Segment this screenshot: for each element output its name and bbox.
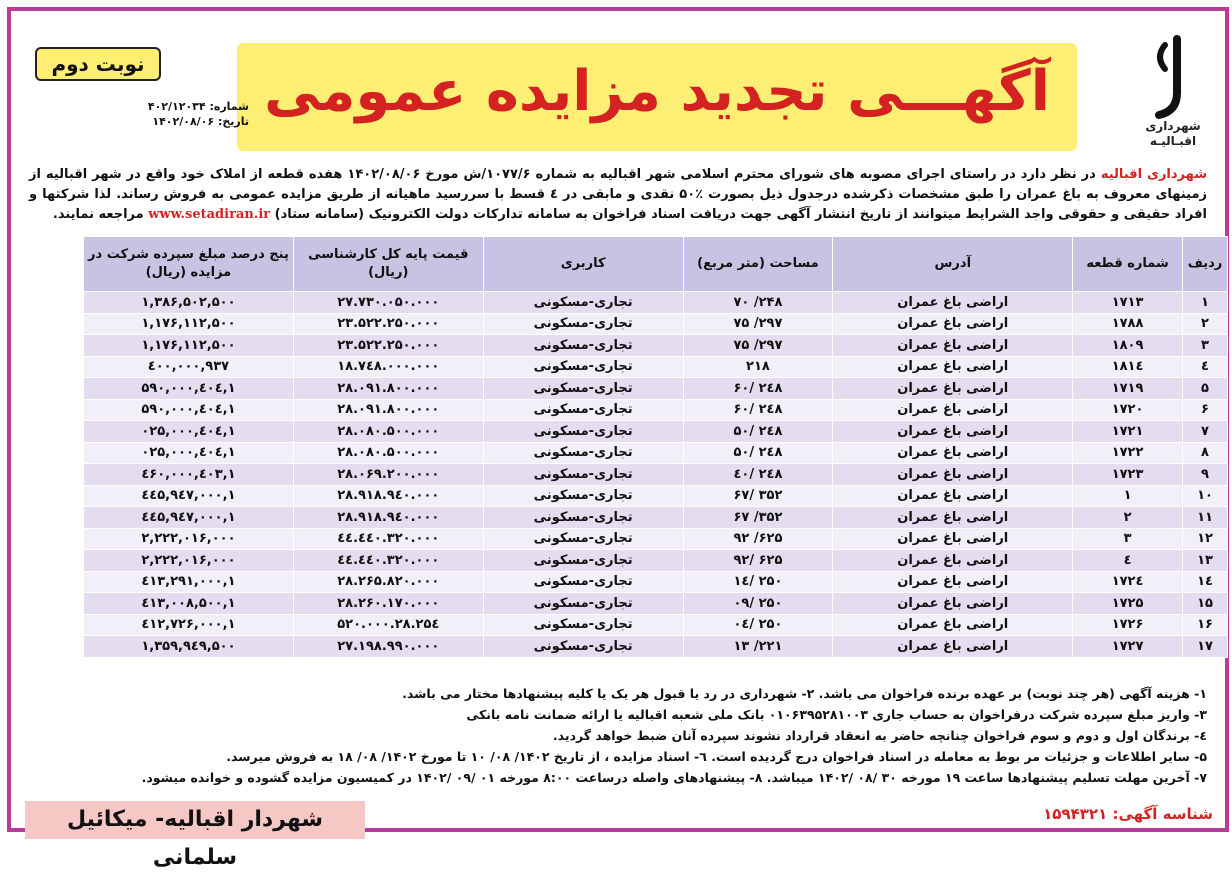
cell-row-number: ۶	[1183, 399, 1228, 421]
advertisement-frame	[7, 7, 1229, 870]
reference-meta	[39, 99, 249, 129]
cell-plot-number: ۱۸۱٤	[1073, 356, 1183, 378]
turn-badge: نوبت دوم	[35, 47, 161, 81]
cell-base-price: ۲۳.۵۲۲.۲۵۰.۰۰۰	[293, 313, 483, 335]
cell-base-price: ۲۸.۲۶۰.۱۷۰.۰۰۰	[293, 593, 483, 615]
cell-area: ۲٤۸ /۶۰	[683, 378, 833, 400]
note-line: ۳- واریز مبلغ سپرده شرکت درفراخوان به حساب جاری ۰۱۰۶۳۹۵۲۸۱۰۰۳ بانک ملی شعبه اقبالیه یا ارائه ضمانت نامه بانکی	[466, 707, 1207, 722]
note-line: ۵- سایر اطلاعات و جزئیات مر بوط به معامله در اسناد فراخوان درج گردیده است. ٦- اسناد مزایده ، از تاریخ ۱۴۰۲/ ۰۸/ ۱۰ تا مورخ ۱۴۰۲/ ۰۸/ ۱۸ به فروش میرسد.	[226, 749, 1207, 764]
cell-address: اراضی باغ عمران	[833, 421, 1073, 443]
cell-row-number: ۱	[1183, 292, 1228, 314]
cell-row-number: ۱۶	[1183, 614, 1228, 636]
cell-usage: تجاری-مسکونی	[483, 442, 683, 464]
cell-area: ۳۵۲/ ۶۷	[683, 507, 833, 529]
cell-plot-number: ۲	[1073, 507, 1183, 529]
cell-usage: تجاری-مسکونی	[483, 292, 683, 314]
cell-usage: تجاری-مسکونی	[483, 378, 683, 400]
lots-table	[83, 236, 1228, 658]
cell-usage: تجاری-مسکونی	[483, 356, 683, 378]
cell-address: اراضی باغ عمران	[833, 313, 1073, 335]
cell-address: اراضی باغ عمران	[833, 550, 1073, 572]
title-banner	[237, 43, 1077, 151]
cell-deposit: ۲,۲۲۲,۰۱۶,۰۰۰	[84, 550, 294, 572]
cell-plot-number: ۱۷۲۵	[1073, 593, 1183, 615]
col-header-base-price: قیمت پایه کل کارشناسی (ریال)	[293, 237, 483, 292]
cell-base-price: ۲۸.۹۱۸.۹٤۰.۰۰۰	[293, 485, 483, 507]
cell-row-number: ۵	[1183, 378, 1228, 400]
cell-row-number: ۸	[1183, 442, 1228, 464]
cell-plot-number: ۱۷۱۹	[1073, 378, 1183, 400]
lots-table-body	[84, 292, 1228, 658]
col-header-row-number: ردیف	[1183, 237, 1228, 292]
table-row	[84, 313, 1228, 335]
table-row	[84, 507, 1228, 529]
mayor-signature: شهردار اقبالیه- میکائیل سلمانی	[25, 801, 365, 839]
page-title: آگهـــی تجدید مزایده عمومی	[264, 59, 1050, 124]
cell-area: ۲۵۰ /۰۹	[683, 593, 833, 615]
cell-area: ۳۵۲ /۶۷	[683, 485, 833, 507]
table-row	[84, 593, 1228, 615]
table-row	[84, 335, 1228, 357]
table-row	[84, 399, 1228, 421]
table-row	[84, 614, 1228, 636]
cell-base-price: ۱۸.۷٤۸.۰۰۰.۰۰۰	[293, 356, 483, 378]
cell-plot-number: ۱۷۲۲	[1073, 442, 1183, 464]
cell-area: ۲٤۸ /۶۰	[683, 399, 833, 421]
cell-address: اراضی باغ عمران	[833, 571, 1073, 593]
cell-area: ۲۴۸/ ۷۰	[683, 292, 833, 314]
cell-plot-number: ۱۷۲۷	[1073, 636, 1183, 658]
cell-usage: تجاری-مسکونی	[483, 421, 683, 443]
cell-address: اراضی باغ عمران	[833, 464, 1073, 486]
cell-deposit: ۱,٤٤۵,۹٤۷,۰۰۰	[84, 485, 294, 507]
cell-plot-number: ۱۸۰۹	[1073, 335, 1183, 357]
cell-address: اراضی باغ عمران	[833, 399, 1073, 421]
cell-plot-number: ۳	[1073, 528, 1183, 550]
cell-base-price: ۲۸.۰۹۱.۸۰۰.۰۰۰	[293, 378, 483, 400]
cell-deposit: ۱,۳۸۶,۵۰۲,۵۰۰	[84, 292, 294, 314]
cell-plot-number: ۱۷۲۰	[1073, 399, 1183, 421]
cell-base-price: ٤٤.٤٤۰.۳۲۰.۰۰۰	[293, 550, 483, 572]
cell-area: ۲٤۸ /۵۰	[683, 442, 833, 464]
table-row	[84, 571, 1228, 593]
cell-base-price: ۲۸.۰۹۱.۸۰۰.۰۰۰	[293, 399, 483, 421]
table-row	[84, 292, 1228, 314]
cell-area: ۲۹۷/ ۷۵	[683, 335, 833, 357]
cell-row-number: ۷	[1183, 421, 1228, 443]
col-header-plot-number: شماره قطعه	[1073, 237, 1183, 292]
cell-row-number: ٤	[1183, 356, 1228, 378]
cell-row-number: ۱۵	[1183, 593, 1228, 615]
logo-line2: اقبـالیـه	[1149, 134, 1197, 148]
cell-address: اراضی باغ عمران	[833, 442, 1073, 464]
cell-deposit: ۱,۱۷۶,۱۱۲,۵۰۰	[84, 335, 294, 357]
cell-usage: تجاری-مسکونی	[483, 464, 683, 486]
cell-plot-number: ۱۷۲٤	[1073, 571, 1183, 593]
cell-row-number: ۱۲	[1183, 528, 1228, 550]
note-line: ۷- آخرین مهلت تسلیم پیشنهادها ساعت ۱۹ مورخه ۳۰ /۰۸ /۱۴۰۲ میباشد. ۸- پیشنهادهای واصله درساعت ۸:۰۰ مورخه ۰۱ /۰۹ /۱۴۰۲ در کمیسیون مزایده گشوده و خوانده میشود.	[141, 770, 1207, 785]
terms-notes	[31, 683, 1207, 788]
cell-plot-number: ٤	[1073, 550, 1183, 572]
cell-usage: تجاری-مسکونی	[483, 485, 683, 507]
cell-usage: تجاری-مسکونی	[483, 528, 683, 550]
cell-usage: تجاری-مسکونی	[483, 313, 683, 335]
cell-plot-number: ۱۷۱۳	[1073, 292, 1183, 314]
col-header-area: مساحت (متر مربع)	[683, 237, 833, 292]
cell-deposit: ۱,۳۵۹,۹٤۹,۵۰۰	[84, 636, 294, 658]
cell-row-number: ۱۰	[1183, 485, 1228, 507]
cell-deposit: ۱,٤۰٤,۵۹۰,۰۰۰	[84, 378, 294, 400]
cell-plot-number: ۱۷۲۶	[1073, 614, 1183, 636]
cell-address: اراضی باغ عمران	[833, 636, 1073, 658]
col-header-address: آدرس	[833, 237, 1073, 292]
cell-area: ۲۵۰ /۰٤	[683, 614, 833, 636]
cell-area: ۲۹۷/ ۷۵	[683, 313, 833, 335]
cell-address: اراضی باغ عمران	[833, 335, 1073, 357]
note-line: ۱- هزینه آگهی (هر چند نوبت) بر عهده برنده فراخوان می باشد. ۲- شهرداری در رد یا قبول هر یک یا کلیه پیشنهادها مختار می باشد.	[402, 686, 1207, 701]
cell-usage: تجاری-مسکونی	[483, 507, 683, 529]
cell-address: اراضی باغ عمران	[833, 378, 1073, 400]
cell-area: ۶۲۵ /۹۲	[683, 550, 833, 572]
cell-deposit: ۱,٤٤۵,۹٤۷,۰۰۰	[84, 507, 294, 529]
cell-base-price: ۲۸.۰۶۹.۲۰۰.۰۰۰	[293, 464, 483, 486]
table-row	[84, 442, 1228, 464]
cell-usage: تجاری-مسکونی	[483, 571, 683, 593]
table-row	[84, 378, 1228, 400]
cell-deposit: ۲,۲۲۲,۰۱۶,۰۰۰	[84, 528, 294, 550]
intro-text-1: در نظر دارد در راستای اجرای مصوبه های شورای محترم اسلامی شهر اقبالیه به شماره ۱۰۷۷/۶/ش مورخ ۱۴۰۲/۰۸/۰۶ هفده قطعه از املاک خود واقع در شهر اقبالیه از زمینهای معروف به باغ عمران را طبق مشخصات ذکرشده درجدول ذیل بصورت ٪۵۰ نقدی و مابقی در ٤ قسط با سررسید ماهیانه از طریق مزایده عمومی به فروش رساند. لذا شرکتها و افراد حقیقی و حقوقی واجد الشرایط میتوانند از تاریخ انتشار آگهی جهت دریافت اسناد فراخوان به سامانه تدارکات دولت الکترونیک (سامانه ستاد)	[29, 167, 1208, 222]
cell-deposit: ۱,٤۱۲,۷۲۶,۰۰۰	[84, 614, 294, 636]
cell-deposit: ۹۳۷,٤۰۰,۰۰۰	[84, 356, 294, 378]
cell-usage: تجاری-مسکونی	[483, 550, 683, 572]
cell-deposit: ۱,٤۰٤,۰۲۵,۰۰۰	[84, 442, 294, 464]
cell-area: ۲۱۸	[683, 356, 833, 378]
cell-plot-number: ۱۷۲۳	[1073, 464, 1183, 486]
cell-deposit: ۱,٤۱۳,۲۹۱,۰۰۰	[84, 571, 294, 593]
cell-deposit: ۱,۱۷۶,۱۱۲,۵۰۰	[84, 313, 294, 335]
cell-address: اراضی باغ عمران	[833, 528, 1073, 550]
municipality-logo-icon	[1151, 35, 1195, 119]
cell-plot-number: ۱۷۸۸	[1073, 313, 1183, 335]
cell-deposit: ۱,٤۰۳,٤۶۰,۰۰۰	[84, 464, 294, 486]
col-header-usage: کاربری	[483, 237, 683, 292]
cell-row-number: ۱۳	[1183, 550, 1228, 572]
cell-base-price: ۲۳.۵۲۲.۲۵۰.۰۰۰	[293, 335, 483, 357]
cell-row-number: ۱۱	[1183, 507, 1228, 529]
table-row	[84, 421, 1228, 443]
cell-usage: تجاری-مسکونی	[483, 335, 683, 357]
cell-area: ۲٤۸ /۵۰	[683, 421, 833, 443]
setad-link[interactable]: www.setadiran.ir	[148, 207, 271, 222]
table-row	[84, 636, 1228, 658]
cell-base-price: ۲۸.۰۸۰.۵۰۰.۰۰۰	[293, 442, 483, 464]
cell-address: اراضی باغ عمران	[833, 485, 1073, 507]
cell-row-number: ۱٤	[1183, 571, 1228, 593]
cell-base-price: ۲۸.۲۵٤.۵۲۰.۰۰۰	[293, 614, 483, 636]
cell-plot-number: ۱	[1073, 485, 1183, 507]
table-row	[84, 464, 1228, 486]
cell-usage: تجاری-مسکونی	[483, 399, 683, 421]
cell-base-price: ۲۷.۱۹۸.۹۹۰.۰۰۰	[293, 636, 483, 658]
cell-deposit: ۱,٤۱۳,۰۰۸,۵۰۰	[84, 593, 294, 615]
cell-row-number: ۳	[1183, 335, 1228, 357]
intro-text-2: مراجعه نمایند.	[52, 207, 149, 222]
note-line: ٤- برندگان اول و دوم و سوم فراخوان چنانچه حاضر به انعقاد قرارداد نشوند سپرده آنان ضبط خواهد گردید.	[552, 728, 1207, 743]
cell-area: ۲۲۱/ ۱۳	[683, 636, 833, 658]
table-row	[84, 356, 1228, 378]
cell-row-number: ۹	[1183, 464, 1228, 486]
logo-line1: شهرداری	[1145, 119, 1201, 133]
table-row	[84, 550, 1228, 572]
cell-address: اراضی باغ عمران	[833, 614, 1073, 636]
ad-id: شناسه آگهی: ۱۵۹۴۳۲۱	[1043, 805, 1213, 823]
cell-usage: تجاری-مسکونی	[483, 636, 683, 658]
cell-address: اراضی باغ عمران	[833, 593, 1073, 615]
cell-base-price: ۲۸.۹۱۸.۹٤۰.۰۰۰	[293, 507, 483, 529]
intro-org: شهرداری اقبالیه	[1100, 167, 1208, 182]
cell-area: ۲٤۸ /٤۰	[683, 464, 833, 486]
reference-number: شماره: ۴۰۲/۱۲۰۳۴	[147, 100, 249, 113]
cell-row-number: ۲	[1183, 313, 1228, 335]
cell-plot-number: ۱۷۲۱	[1073, 421, 1183, 443]
cell-address: اراضی باغ عمران	[833, 356, 1073, 378]
table-header-row	[84, 237, 1228, 292]
cell-area: ۶۲۵/ ۹۲	[683, 528, 833, 550]
col-header-deposit: پنج درصد مبلغ سپرده شرکت در مزایده (ریال)	[84, 237, 294, 292]
cell-address: اراضی باغ عمران	[833, 507, 1073, 529]
cell-address: اراضی باغ عمران	[833, 292, 1073, 314]
cell-base-price: ۲۸.۲۶۵.۸۲۰.۰۰۰	[293, 571, 483, 593]
cell-base-price: ۲۷.۷۳۰.۰۵۰.۰۰۰	[293, 292, 483, 314]
cell-deposit: ۱,٤۰٤,۰۲۵,۰۰۰	[84, 421, 294, 443]
cell-base-price: ۲۸.۰۸۰.۵۰۰.۰۰۰	[293, 421, 483, 443]
table-row	[84, 528, 1228, 550]
cell-usage: تجاری-مسکونی	[483, 593, 683, 615]
cell-usage: تجاری-مسکونی	[483, 614, 683, 636]
municipality-logo	[1133, 35, 1213, 149]
cell-deposit: ۱,٤۰٤,۵۹۰,۰۰۰	[84, 399, 294, 421]
cell-base-price: ٤٤.٤٤۰.۳۲۰.۰۰۰	[293, 528, 483, 550]
reference-date: تاریخ: ۱۴۰۲/۰۸/۰۶	[152, 115, 249, 128]
intro-paragraph	[29, 165, 1207, 225]
table-row	[84, 485, 1228, 507]
cell-area: ۲۵۰ /۱٤	[683, 571, 833, 593]
cell-row-number: ۱۷	[1183, 636, 1228, 658]
